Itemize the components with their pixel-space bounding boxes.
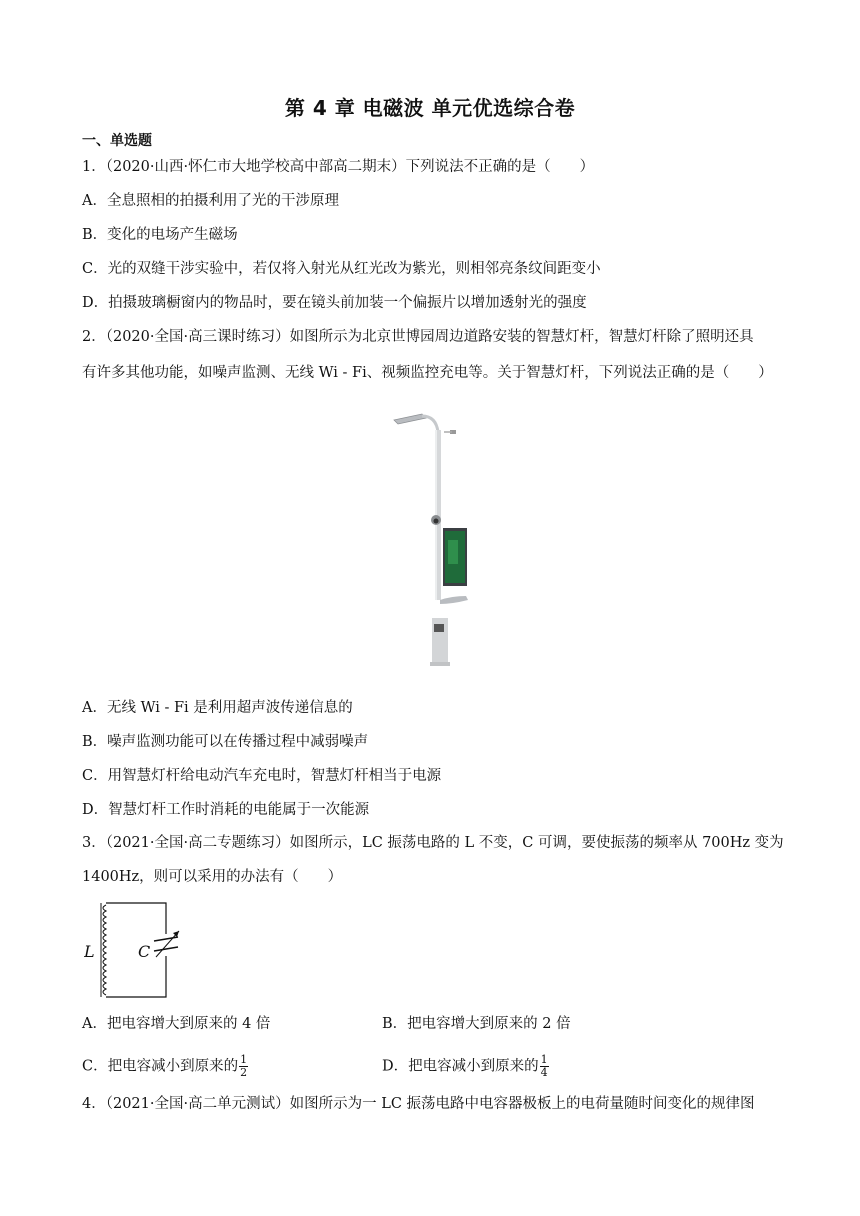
inductor-label: L: [84, 942, 95, 961]
q4-stem-line1: 4．（2021·全国·高二单元测试）如图所示为一 LC 振荡电路中电容器极板上的电荷量随时间变化的规律图: [82, 1096, 755, 1112]
q3-option-c-fraction: [239, 1054, 248, 1079]
q2-stem-line2: 有许多其他功能，如噪声监测、无线 Wi - Fi、视频监控充电等。关于智慧灯杆，下列说法正确的是（ ）: [82, 365, 773, 381]
q2-option-c: C．用智慧灯杆给电动汽车充电时，智慧灯杆相当于电源: [82, 768, 442, 784]
q3-option-a: A．把电容增大到原来的 4 倍: [82, 1016, 271, 1032]
q3-option-c-text: C．把电容减小到原来的: [82, 1058, 239, 1075]
q3-stem-line1: 3．（2021·全国·高二专题练习）如图所示，LC 振荡电路的 L 不变，C 可调，要使振荡的频率从 700Hz 变为: [82, 835, 784, 851]
fraction-denominator: 2: [240, 1066, 248, 1079]
q3-stem-line2: 1400Hz，则可以采用的办法有（ ）: [82, 869, 343, 885]
q2-option-a: A．无线 Wi - Fi 是利用超声波传递信息的: [82, 700, 353, 716]
q3-option-d-fraction: [540, 1054, 549, 1079]
q3-option-d-text: D．把电容减小到原来的: [382, 1058, 539, 1075]
capacitor-label: C: [138, 942, 151, 961]
q1-option-c: C．光的双缝干涉实验中，若仅将入射光从红光改为紫光，则相邻亮条纹间距变小: [82, 261, 601, 277]
q2-option-b: B．噪声监测功能可以在传播过程中减弱噪声: [82, 734, 369, 750]
q3-option-d: [382, 1054, 549, 1079]
fraction-numerator: 1: [240, 1053, 248, 1066]
section-heading: 一、单选题: [82, 133, 152, 149]
q1-option-a: A．全息照相的拍摄利用了光的干涉原理: [82, 193, 339, 209]
q2-stem-line1: 2．（2020·全国·高三课时练习）如图所示为北京世博园周边道路安装的智慧灯杆，智慧灯杆除了照明还具: [82, 329, 754, 345]
q1-option-d: D．拍摄玻璃橱窗内的物品时，要在镜头前加装一个偏振片以增加透射光的强度: [82, 295, 587, 311]
fraction-denominator: 4: [540, 1066, 548, 1079]
q3-option-c: [82, 1054, 248, 1079]
smart-lamp-pole-image: [392, 410, 482, 666]
q1-option-b: B．变化的电场产生磁场: [82, 227, 238, 243]
lc-circuit-diagram: [84, 897, 194, 1003]
page-title: 第 4 章 电磁波 单元优选综合卷: [284, 96, 576, 120]
fraction-numerator: 1: [540, 1053, 548, 1066]
q3-option-b: B．把电容增大到原来的 2 倍: [382, 1016, 571, 1032]
q1-stem: 1．（2020·山西·怀仁市大地学校高中部高二期末）下列说法不正确的是（ ）: [82, 159, 595, 175]
q2-option-d: D．智慧灯杆工作时消耗的电能属于一次能源: [82, 802, 370, 818]
